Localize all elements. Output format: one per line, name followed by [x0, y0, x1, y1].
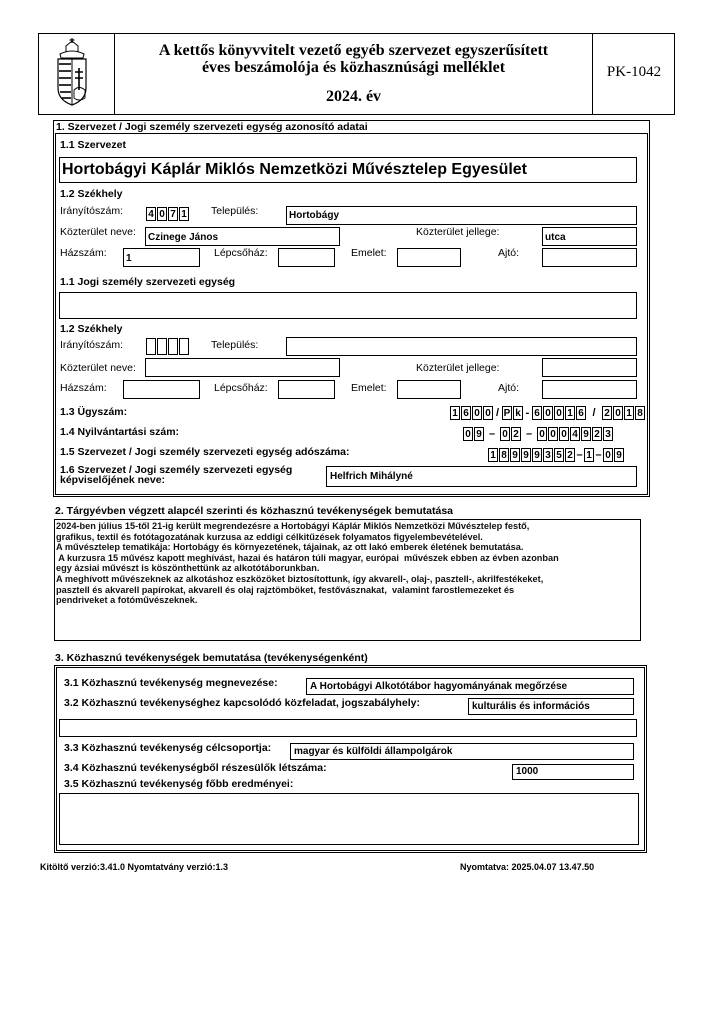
zip-2-cells[interactable]	[146, 338, 189, 355]
street-type-2-field[interactable]	[542, 358, 637, 377]
reg-digit: 9	[581, 427, 591, 441]
city-2-field[interactable]	[286, 337, 637, 356]
reg-digit: 2	[592, 427, 602, 441]
public-task-label: 3.2 Közhasznú tevékenységhez kapcsolódó közfeladat, jogszabályhely:	[64, 697, 420, 709]
activities-text	[56, 521, 639, 606]
case-separator: /	[592, 407, 596, 419]
activities-line: pendriveket a fotóművészeknek.	[56, 595, 198, 606]
header-title-cell	[115, 33, 593, 115]
target-group-value: magyar és külföldi állampolgárok	[294, 746, 453, 757]
registration-number-cells[interactable]	[463, 427, 613, 441]
zip-digit: 0	[157, 207, 167, 221]
case-digit: 0	[483, 406, 493, 420]
reg-digit: 0	[500, 427, 510, 441]
activity-name-label: 3.1 Közhasznú tevékenység megnevezése:	[64, 677, 278, 689]
zip-digit	[157, 338, 167, 355]
case-digit: 0	[554, 406, 564, 420]
tax-digit: 0	[603, 448, 613, 462]
street-value: Czinege János	[148, 232, 219, 243]
house-2-label: Házszám:	[60, 382, 107, 394]
zip-digit	[168, 338, 178, 355]
footer-version: Kitöltő verzió:3.41.0 Nyomtatvány verzió:1.3	[40, 862, 229, 872]
registration-number-label: 1.4 Nyilvántartási szám:	[60, 426, 180, 438]
tax-digit: 9	[521, 448, 531, 462]
tax-digit: 5	[554, 448, 564, 462]
floor-2-field[interactable]	[397, 380, 461, 399]
zip-digit: 4	[146, 207, 156, 221]
street-2-field[interactable]	[145, 358, 340, 377]
form-year: 2024. év	[325, 88, 382, 105]
street-type-label: Közterület jellege:	[416, 226, 500, 238]
org-name-value: Hortobágyi Káplár Miklós Nemzetközi Művésztelep Egyesület	[62, 161, 528, 178]
case-digit: 0	[613, 406, 623, 420]
house-2-field[interactable]	[123, 380, 200, 399]
reg-digit: 9	[474, 427, 484, 441]
activities-line: A művésztelep tematikája: Hortobágy és környezetének, tájainak, az ott lakó emberek életének bemutatása.	[56, 542, 524, 553]
seat-2-label: 1.2 Székhely	[60, 323, 123, 335]
tax-digit: 9	[614, 448, 624, 462]
reg-digit: 0	[559, 427, 569, 441]
target-group-label: 3.3 Közhasznú tevékenység célcsoportja:	[64, 742, 272, 754]
case-digit: 0	[543, 406, 553, 420]
case-digit: 1	[624, 406, 634, 420]
door-2-label: Ajtó:	[498, 382, 520, 394]
activities-line: A meghívott művészeknek az alkotáshoz eszközöket biztosítottunk, így akvarell-, olaj-, pasztell-, akrilfestékeket,	[56, 573, 544, 584]
stair-field[interactable]	[278, 248, 335, 267]
door-field[interactable]	[542, 248, 637, 267]
stair-label: Lépcsőház:	[214, 247, 268, 259]
zip-digit	[179, 338, 189, 355]
case-digit: 8	[635, 406, 645, 420]
reg-digit: 2	[511, 427, 521, 441]
door-2-field[interactable]	[542, 380, 637, 399]
case-digit: 2	[602, 406, 612, 420]
door-label: Ajtó:	[498, 247, 520, 259]
tax-number-cells[interactable]	[488, 448, 624, 462]
case-digit: k	[513, 406, 523, 420]
zip-cells[interactable]	[146, 207, 189, 221]
tax-separator: –	[595, 449, 602, 461]
tax-digit: 1	[584, 448, 594, 462]
activities-line: 2024-ben július 15-től 21-ig került megrendezésre a Hortobágyi Káplár Miklós Nemzetközi Művésztelep festő,	[56, 521, 530, 531]
reg-digit: 0	[463, 427, 473, 441]
case-digit: P	[503, 408, 511, 419]
public-task-extra-field[interactable]	[59, 719, 637, 737]
tax-digit: 9	[532, 448, 542, 462]
street-type-value: utca	[545, 232, 566, 243]
unit-field[interactable]	[59, 292, 637, 319]
case-separator: /	[495, 407, 500, 419]
stair-2-label: Lépcsőház:	[214, 382, 268, 394]
reg-digit: 4	[570, 427, 580, 441]
activities-line: pasztell és akvarell papírokat, akvarell és olaj rajztömböket, festővásznakat, valamint farostlemezeket és	[56, 584, 515, 595]
form-title-line-2: éves beszámolója és közhasznúsági melléklet	[201, 59, 506, 76]
tax-separator: –	[576, 449, 583, 461]
street-2-label: Közterület neve:	[60, 362, 136, 374]
case-digit: 6	[461, 406, 471, 420]
case-digit: 6	[576, 406, 586, 420]
city-value: Hortobágy	[289, 210, 339, 221]
floor-field[interactable]	[397, 248, 461, 267]
tax-number-label: 1.5 Szervezet / Jogi személy szervezeti egység adószáma:	[60, 446, 350, 458]
representative-value: Helfrich Mihályné	[330, 471, 413, 482]
stair-2-field[interactable]	[278, 380, 335, 399]
unit-label: 1.1 Jogi személy szervezeti egység	[60, 276, 236, 288]
reg-digit: 3	[603, 427, 613, 441]
tax-digit: 9	[510, 448, 520, 462]
section-2-heading: 2. Tárgyévben végzett alapcél szerinti és közhasznú tevékenységek bemutatása	[55, 505, 454, 517]
city-2-label: Település:	[211, 339, 259, 351]
street-type-2-label: Közterület jellege:	[416, 362, 500, 374]
house-label: Házszám:	[60, 247, 107, 259]
tax-digit: 1	[488, 448, 498, 462]
reg-digit: 0	[537, 427, 547, 441]
public-task-value: kulturális és információs	[472, 701, 590, 712]
section-1-heading: 1. Szervezet / Jogi személy szervezeti egység azonosító adatai	[56, 121, 368, 133]
footer-printed: Nyomtatva: 2025.04.07 13.47.50	[460, 862, 595, 872]
seat-label: 1.2 Székhely	[60, 188, 123, 200]
activities-line: A kurzusra 15 művész kapott meghívást, hazai és határon túli magyar, európai művészek ebben az évben azonban	[56, 552, 559, 563]
tax-digit: 3	[543, 448, 553, 462]
case-number-label: 1.3 Ügyszám:	[60, 406, 128, 418]
city-label: Település:	[211, 205, 259, 217]
reg-separator: –	[525, 428, 533, 440]
participants-value: 1000	[516, 766, 539, 777]
form-title-line-1: A kettős könyvvitelt vezető egyéb szervezet egyszerűsített	[158, 42, 549, 59]
results-field[interactable]	[59, 793, 639, 845]
case-separator: -	[525, 407, 530, 419]
activities-line: egy ázsiai művészt is köszönthettünk az alkotótáborunkban.	[56, 563, 320, 574]
case-number-cells[interactable]	[450, 406, 645, 420]
activity-name-value: A Hortobágyi Alkotótábor hagyományának megőrzése	[310, 681, 568, 692]
coat-of-arms-icon	[52, 38, 92, 108]
case-digit: 1	[565, 406, 575, 420]
org-label: 1.1 Szervezet	[60, 139, 126, 151]
zip-digit	[146, 338, 156, 355]
case-digit: 6	[532, 406, 542, 420]
zip-label: Irányítószám:	[60, 205, 124, 217]
activities-line: grafikus, textil és fotótagozatának kurzusa az eddigi célkitűzések folyamatos figyelembevételével.	[56, 531, 483, 542]
street-label: Közterület neve:	[60, 226, 136, 238]
results-label: 3.5 Közhasznú tevékenység főbb eredményei:	[64, 778, 294, 790]
tax-digit: 2	[565, 448, 575, 462]
reg-separator: –	[488, 428, 496, 440]
floor-2-label: Emelet:	[351, 382, 387, 394]
tax-digit: 8	[499, 448, 509, 462]
form-code: PK-1042	[606, 64, 662, 80]
house-value: 1	[126, 253, 132, 264]
case-digit: 0	[472, 406, 482, 420]
participants-label: 3.4 Közhasznú tevékenységből részesülők létszáma:	[64, 762, 327, 774]
floor-label: Emelet:	[351, 247, 387, 259]
zip-digit: 7	[168, 207, 178, 221]
representative-label-2: képviselőjének neve:	[60, 474, 166, 486]
zip-2-label: Irányítószám:	[60, 339, 124, 351]
section-3-heading: 3. Közhasznú tevékenységek bemutatása (tevékenységenként)	[55, 652, 368, 664]
reg-digit: 0	[548, 427, 558, 441]
case-digit: 1	[450, 406, 460, 420]
zip-digit: 1	[179, 207, 189, 221]
representative-label-1: 1.6 Szervezet / Jogi személy szervezeti egység	[60, 464, 293, 476]
house-field[interactable]	[123, 248, 200, 267]
